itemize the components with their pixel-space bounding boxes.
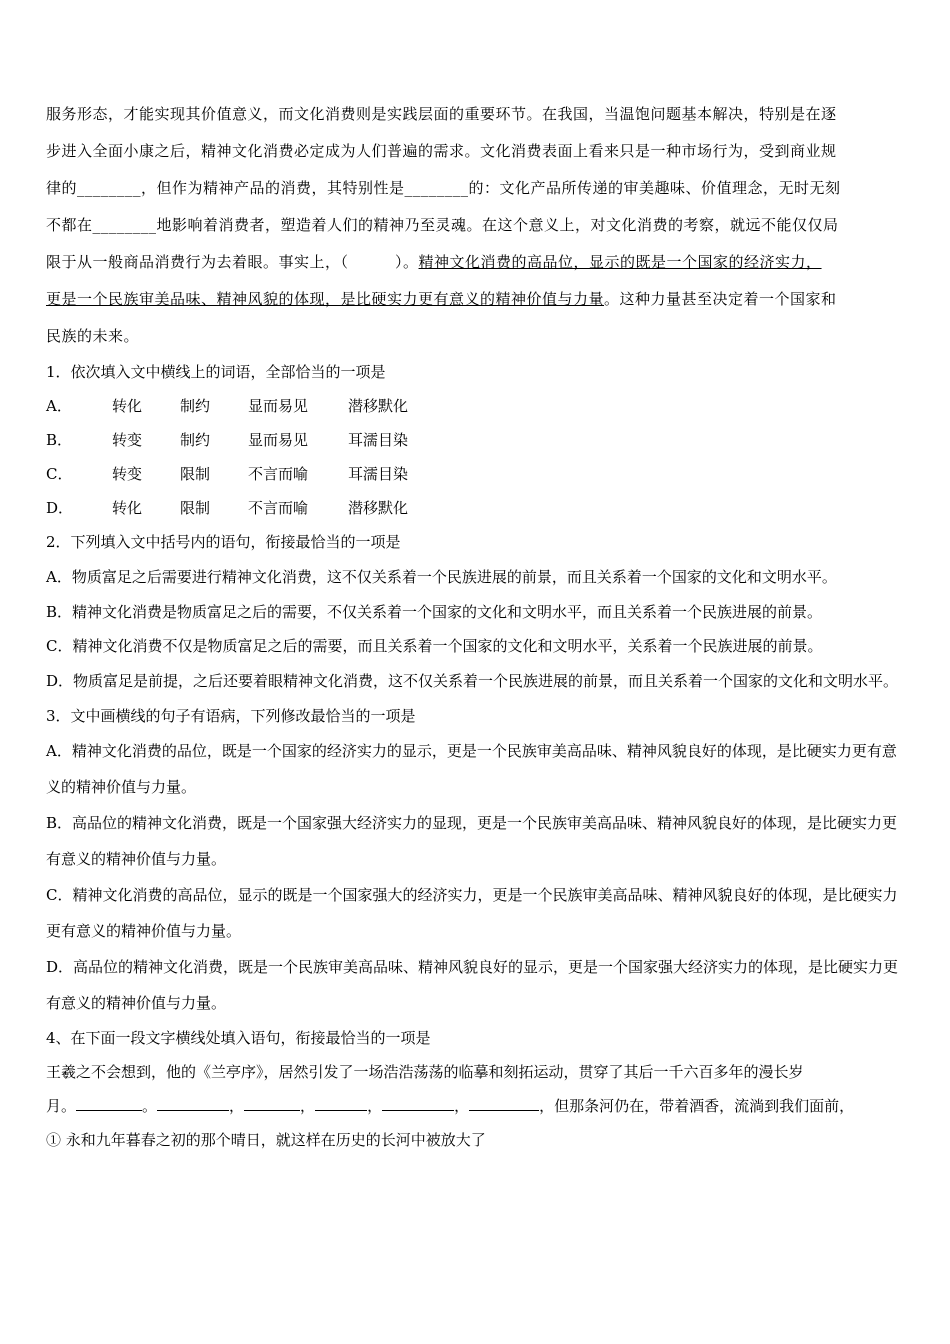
answer-blank[interactable] [244,1095,300,1111]
answer-option-a[interactable]: A．物质富足之后需要进行精神文化消费，这不仅关系着一个民族进展的前景，而且关系着一个国家的文化和文明水平。 [46,568,837,586]
question-text: 月。 。 ， ， ， ， ，但那条河仍在，带着酒香，流淌到我们面前， [46,1097,855,1115]
answer-option-d[interactable]: D．高品位的精神文化消费，既是一个民族审美高品味、精神风貌良好的显示，更是一个国家强大经济实力的体现，是比硬实力更有意义的精神价值与力量。 [46,958,899,1012]
question-3 [46,699,908,1021]
fill-blank-2: ________ [404,179,469,197]
question-stem: 2．下列填入文中括号内的语句，衔接最恰当的一项是 [46,533,401,551]
answer-option-d[interactable]: D．物质富足是前提，之后还要着眼精神文化消费，这不仅关系着一个民族进展的前景，而且关系着一个国家的文化和文明水平。 [46,672,899,690]
question-stem: 1．依次填入文中横线上的词语，全部恰当的一项是 [46,363,386,381]
passage-line: 限于从一般商品消费行为去着眼。事实上，（ ）。精神文化消费的高品位，显示的既是一个国家的经济实力， [46,253,822,271]
passage-line: 民族的未来。 [46,327,140,345]
question-2 [46,525,908,699]
reading-passage [46,96,908,355]
answer-option-a[interactable]: A． 转化 制约 显而易见 潜移默化 [46,397,409,415]
answer-option-b[interactable]: B． 转变 制约 显而易见 耳濡目染 [46,431,409,449]
answer-option-c[interactable]: C． 转变 限制 不言而喻 耳濡目染 [46,465,409,483]
answer-option-a[interactable]: A．精神文化消费的品位，既是一个国家的经济实力的显示，更是一个民族审美高品味、精神风貌良好的体现，是比硬实力更有意义的精神价值与力量。 [46,742,897,796]
answer-option-c[interactable]: C．精神文化消费的高品位，显示的既是一个国家强大的经济实力，更是一个民族审美高品味、精神风貌良好的体现，是比硬实力更有意义的精神价值与力量。 [46,886,898,940]
question-text: 王羲之不会想到，他的《兰亭序》，居然引发了一场浩浩荡荡的临摹和刻拓运动，贯穿了其后一千六百多年的漫长岁 [46,1063,804,1081]
question-4 [46,1021,908,1157]
passage-line: 服务形态，才能实现其价值意义，而文化消费则是实践层面的重要环节。在我国，当温饱问题基本解决，特别是在逐 [46,105,837,123]
answer-blank[interactable] [76,1095,142,1111]
answer-blank[interactable] [382,1095,454,1111]
question-stem: 3．文中画横线的句子有语病，下列修改最恰当的一项是 [46,707,416,725]
answer-option-b[interactable]: B．高品位的精神文化消费，既是一个国家强大经济实力的显现，更是一个民族审美高品味、精神风貌良好的体现，是比硬实力更有意义的精神价值与力量。 [46,814,898,868]
passage-line: 步进入全面小康之后，精神文化消费必定成为人们普遍的需求。文化消费表面上看来只是一种市场行为，受到商业规 [46,142,837,160]
exam-page [46,96,908,1157]
passage-line: 不都在________地影响着消费者，塑造着人们的精神乃至灵魂。在这个意义上，对文化消费的考察，就远不能仅仅局 [46,216,839,234]
fill-blank-3: ________ [92,216,157,234]
underlined-sentence: 更是一个民族审美品味、精神风貌的体现，是比硬实力更有意义的精神价值与力量 [46,290,605,308]
answer-blank[interactable] [157,1095,229,1111]
answer-option-c[interactable]: C．精神文化消费不仅是物质富足之后的需要，而且关系着一个国家的文化和文明水平，关系着一个民族进展的前景。 [46,637,823,655]
passage-line: 律的________，但作为精神产品的消费，其特别性是________的：文化产品所传递的审美趣味、价值理念，无时无刻 [46,179,841,197]
fill-blank-1: ________ [77,179,142,197]
answer-option-b[interactable]: B．精神文化消费是物质富足之后的需要，不仅关系着一个国家的文化和文明水平，而且关系着一个民族进展的前景。 [46,603,823,621]
underlined-sentence: 精神文化消费的高品位，显示的既是一个国家的经济实力， [418,253,822,271]
passage-line: 更是一个民族审美品味、精神风貌的体现，是比硬实力更有意义的精神价值与力量。这种力量甚至决定着一个国家和 [46,290,837,308]
answer-blank[interactable] [469,1095,539,1111]
question-1 [46,355,908,525]
sentence-item-1: ① 永和九年暮春之初的那个晴日，就这样在历史的长河中被放大了 [46,1131,486,1149]
answer-option-d[interactable]: D． 转化 限制 不言而喻 潜移默化 [46,499,409,517]
question-stem: 4、在下面一段文字横线处填入语句，衔接最恰当的一项是 [46,1029,431,1047]
answer-blank[interactable] [315,1095,367,1111]
